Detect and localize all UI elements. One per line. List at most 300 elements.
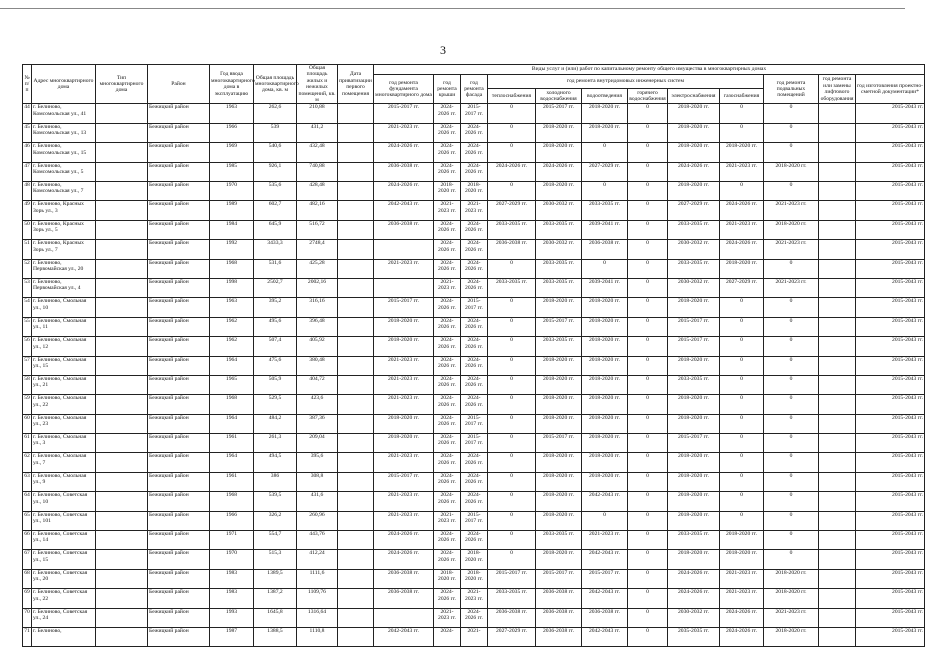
cell-living-area: 387,36 [297, 414, 338, 433]
cell-drainage: 0 [582, 259, 628, 278]
cell-hot-water: 0 [628, 550, 668, 569]
cell-year: 1965 [210, 375, 254, 394]
cell-year: 1964 [210, 356, 254, 375]
cell-cold-water: 2018-2020 гг. [536, 298, 582, 317]
cell-privatization [338, 395, 374, 414]
cell-type [96, 240, 148, 259]
cell-drainage: 2018-2020 гг. [582, 317, 628, 336]
cell-total-area: 535,6 [254, 182, 297, 201]
cell-gas: 0 [720, 337, 764, 356]
cell-foundation: 2024-2026 гг. [374, 143, 434, 162]
cell-basement: 0 [764, 531, 819, 550]
cell-foundation: 2018-2020 гг. [374, 434, 434, 453]
cell-hot-water: 0 [628, 414, 668, 433]
cell-cold-water: 2018-2020 гг. [536, 453, 582, 472]
cell-design-docs: 2015-2043 гг. [856, 356, 925, 375]
table-row [23, 569, 925, 588]
cell-basement: 2021-2023 гг. [764, 240, 819, 259]
cell-drainage: 2018-2020 гг. [582, 472, 628, 491]
cell-total-area: 494,5 [254, 453, 297, 472]
cell-heat: 0 [488, 375, 536, 394]
cell-year: 1970 [210, 182, 254, 201]
cell-type [96, 278, 148, 297]
header-living-area: Общая площадь жилых и нежилых помещений, кв. м [298, 65, 336, 104]
cell-electric: 2018-2020 гг. [668, 104, 720, 123]
repair-schedule-table [22, 64, 925, 647]
cell-year: 1963 [210, 104, 254, 123]
header-privatization: Дата приватизации первого помещения [338, 65, 374, 104]
cell-living-area: 396,48 [297, 317, 338, 336]
cell-roof: 2021-2023 гг. [434, 201, 461, 220]
cell-privatization [338, 259, 374, 278]
cell-num: 52 [23, 259, 32, 278]
cell-gas: 2027-2029 гг. [720, 278, 764, 297]
cell-hot-water: 0 [628, 492, 668, 511]
cell-foundation: 2021-2023 гг. [374, 492, 434, 511]
cell-type [96, 569, 148, 588]
cell-year: 1968 [210, 395, 254, 414]
cell-elevator [819, 569, 856, 588]
cell-type [96, 143, 148, 162]
cell-privatization [338, 472, 374, 491]
cell-heat: 0 [488, 317, 536, 336]
cell-electric: 2018-2020 гг. [668, 356, 720, 375]
cell-drainage: 0 [582, 511, 628, 530]
cell-electric: 2035-2035 гг. [668, 627, 720, 646]
cell-type [96, 201, 148, 220]
cell-type [96, 627, 148, 646]
cell-elevator [819, 317, 856, 336]
cell-cold-water: 2030-2032 гг. [536, 201, 582, 220]
cell-type [96, 550, 148, 569]
cell-foundation: 2036-2038 гг. [374, 589, 434, 608]
cell-district: Бежицкий район [148, 317, 210, 336]
cell-facade: 2024-2026 гг. [461, 240, 488, 259]
cell-roof: 2024-2026 гг. [434, 414, 461, 433]
cell-district: Бежицкий район [148, 550, 210, 569]
cell-design-docs: 2015-2043 гг. [856, 453, 925, 472]
cell-cold-water: 2036-2038 гг. [536, 608, 582, 627]
cell-electric: 2018-2020 гг. [668, 414, 720, 433]
cell-basement: 0 [764, 550, 819, 569]
cell-hot-water: 0 [628, 201, 668, 220]
cell-elevator [819, 434, 856, 453]
cell-design-docs: 2015-2043 гг. [856, 608, 925, 627]
cell-basement: 0 [764, 182, 819, 201]
cell-year: 1993 [210, 608, 254, 627]
cell-basement: 0 [764, 317, 819, 336]
cell-privatization [338, 201, 374, 220]
table-row [23, 414, 925, 433]
cell-heat: 0 [488, 492, 536, 511]
cell-cold-water: 2024-2026 гг. [536, 162, 582, 181]
cell-gas: 0 [720, 104, 764, 123]
cell-heat: 2036-2038 гг. [488, 240, 536, 259]
cell-elevator [819, 337, 856, 356]
cell-privatization [338, 434, 374, 453]
cell-type [96, 317, 148, 336]
cell-living-area: 428,48 [297, 182, 338, 201]
cell-gas: 0 [720, 375, 764, 394]
cell-roof: 2024-2026 гг. [434, 375, 461, 394]
cell-address: г. Белиново, Смольная ул., 9 [32, 472, 96, 491]
cell-hot-water: 0 [628, 356, 668, 375]
cell-address: г. Белиново, Смольная ул., 22 [32, 395, 96, 414]
cell-roof: 2021-2023 гг. [434, 278, 461, 297]
cell-roof: 2024-2026 гг. [434, 104, 461, 123]
cell-living-area: 482,16 [297, 201, 338, 220]
cell-cold-water: 2018-2020 гг. [536, 123, 582, 142]
cell-year: 1964 [210, 414, 254, 433]
cell-electric: 2024-2026 гг. [668, 589, 720, 608]
header-gas: газоснабжения [720, 88, 764, 103]
cell-basement: 0 [764, 337, 819, 356]
cell-year: 1987 [210, 627, 254, 646]
cell-type [96, 337, 148, 356]
cell-district: Бежицкий район [148, 278, 210, 297]
cell-electric: 2018-2020 гг. [668, 143, 720, 162]
cell-hot-water: 0 [628, 472, 668, 491]
cell-roof: 2024-2026 гг. [434, 395, 461, 414]
cell-drainage: 2039-2041 гг. [582, 220, 628, 239]
cell-living-area: 432,48 [297, 143, 338, 162]
cell-hot-water: 0 [628, 337, 668, 356]
cell-facade: 2024-2026 гг. [461, 375, 488, 394]
cell-drainage: 2036-2038 гг. [582, 240, 628, 259]
cell-district: Бежицкий район [148, 182, 210, 201]
cell-year: 1984 [210, 220, 254, 239]
cell-elevator [819, 492, 856, 511]
cell-electric: 2015-2017 гг. [668, 317, 720, 336]
cell-heat: 0 [488, 472, 536, 491]
cell-foundation: 2024-2026 гг. [374, 182, 434, 201]
cell-drainage: 2018-2020 гг. [582, 298, 628, 317]
cell-address: г. Белиново, Смольная ул., 23 [32, 414, 96, 433]
cell-foundation: 2021-2023 гг. [374, 375, 434, 394]
header-basement: год ремонта подвальных помещений [764, 75, 819, 104]
cell-living-area: 1110,8 [297, 627, 338, 646]
cell-drainage: 2018-2020 гг. [582, 434, 628, 453]
cell-drainage: 2027-2029 гг. [582, 162, 628, 181]
cell-design-docs: 2015-2043 гг. [856, 259, 925, 278]
cell-foundation: 2021-2023 гг. [374, 453, 434, 472]
cell-hot-water: 0 [628, 453, 668, 472]
cell-roof: 2024-2026 гг. [434, 337, 461, 356]
cell-district: Бежицкий район [148, 395, 210, 414]
table-row [23, 182, 925, 201]
cell-heat: 2033-2035 гг. [488, 278, 536, 297]
cell-cold-water: 2015-2017 гг. [536, 434, 582, 453]
cell-total-area: 1389,5 [254, 569, 297, 588]
cell-foundation: 2036-2038 гг. [374, 162, 434, 181]
header-address: Адрес многоквартирного дома [32, 65, 96, 104]
cell-num: 66 [23, 531, 32, 550]
cell-gas: 0 [720, 395, 764, 414]
cell-drainage: 2042-2043 гг. [582, 589, 628, 608]
cell-gas: 0 [720, 453, 764, 472]
cell-address: г. Белиново, [32, 627, 96, 646]
cell-year: 1963 [210, 298, 254, 317]
cell-gas: 2021-2023 гг. [720, 162, 764, 181]
table-row [23, 220, 925, 239]
cell-heat: 0 [488, 531, 536, 550]
cell-foundation [374, 278, 434, 297]
cell-living-area: 2748,4 [297, 240, 338, 259]
cell-total-area: 645,9 [254, 220, 297, 239]
cell-heat: 0 [488, 259, 536, 278]
cell-design-docs: 2015-2043 гг. [856, 143, 925, 162]
cell-gas: 2024-2026 гг. [720, 240, 764, 259]
cell-total-area: 515,3 [254, 550, 297, 569]
table-row [23, 472, 925, 491]
cell-design-docs: 2015-2043 гг. [856, 492, 925, 511]
cell-gas: 0 [720, 414, 764, 433]
cell-basement: 0 [764, 123, 819, 142]
cell-elevator [819, 453, 856, 472]
cell-basement: 2021-2023 гг. [764, 201, 819, 220]
cell-elevator [819, 531, 856, 550]
cell-gas: 0 [720, 298, 764, 317]
cell-elevator [819, 511, 856, 530]
cell-hot-water: 0 [628, 240, 668, 259]
cell-heat: 2024-2026 гг. [488, 162, 536, 181]
cell-elevator [819, 278, 856, 297]
cell-address: г. Белиново, Смольная ул., 21 [32, 375, 96, 394]
cell-foundation: 2021-2023 гг. [374, 511, 434, 530]
cell-heat: 0 [488, 298, 536, 317]
table-row [23, 278, 925, 297]
cell-hot-water: 0 [628, 434, 668, 453]
cell-type [96, 589, 148, 608]
cell-num: 46 [23, 143, 32, 162]
cell-foundation: 2015-2017 гг. [374, 298, 434, 317]
cell-hot-water: 0 [628, 627, 668, 646]
cell-hot-water: 0 [628, 608, 668, 627]
cell-foundation [374, 240, 434, 259]
cell-privatization [338, 143, 374, 162]
cell-heat: 2033-2035 гг. [488, 589, 536, 608]
header-foundation: год ремонта фундамента многоквартирного дома [374, 75, 434, 104]
cell-type [96, 531, 148, 550]
cell-heat: 0 [488, 395, 536, 414]
cell-basement: 2018-2020 гг. [764, 162, 819, 181]
header-district: Район [148, 65, 210, 104]
cell-address: г. Белиново, Смольная ул., 12 [32, 337, 96, 356]
cell-num: 69 [23, 589, 32, 608]
cell-address: г. Белиново, Советская ул., 15 [32, 550, 96, 569]
cell-hot-water: 0 [628, 123, 668, 142]
page-number: 3 [440, 43, 446, 57]
cell-total-area: 539 [254, 123, 297, 142]
cell-foundation: 2024-2026 гг. [374, 531, 434, 550]
cell-year: 1961 [210, 434, 254, 453]
cell-num: 63 [23, 472, 32, 491]
cell-facade: 2015-2017 гг. [461, 414, 488, 433]
cell-district: Бежицкий район [148, 434, 210, 453]
cell-living-area: 412,24 [297, 550, 338, 569]
cell-facade: 2024-2026 гг. [461, 492, 488, 511]
cell-electric: 2030-2032 гг. [668, 240, 720, 259]
cell-gas: 2018-2020 гг. [720, 143, 764, 162]
table-row [23, 550, 925, 569]
cell-address: г. Белиново, Советская ул., 14 [32, 531, 96, 550]
cell-heat: 0 [488, 414, 536, 433]
cell-address: г. Белиново, Смольная ул., 7 [32, 453, 96, 472]
cell-gas: 0 [720, 472, 764, 491]
cell-facade: 2024-2026 гг. [461, 317, 488, 336]
cell-address: г. Белиново, Красных Зорь ул., 3 [32, 201, 96, 220]
cell-district: Бежицкий район [148, 104, 210, 123]
cell-electric: 2018-2020 гг. [668, 511, 720, 530]
cell-total-area: 1387,2 [254, 589, 297, 608]
cell-heat: 0 [488, 104, 536, 123]
cell-year: 1966 [210, 511, 254, 530]
cell-basement: 0 [764, 414, 819, 433]
cell-gas: 2021-2023 гг. [720, 569, 764, 588]
cell-hot-water: 0 [628, 182, 668, 201]
cell-district: Бежицкий район [148, 143, 210, 162]
cell-hot-water: 0 [628, 259, 668, 278]
cell-total-area: 3433,3 [254, 240, 297, 259]
cell-heat: 0 [488, 123, 536, 142]
cell-foundation: 2021-2023 гг. [374, 395, 434, 414]
cell-privatization [338, 298, 374, 317]
cell-heat: 2027-2029 гг. [488, 201, 536, 220]
cell-living-area: 1111,6 [297, 569, 338, 588]
table-row [23, 492, 925, 511]
cell-gas: 2021-2023 гг. [720, 220, 764, 239]
cell-privatization [338, 608, 374, 627]
cell-district: Бежицкий район [148, 627, 210, 646]
cell-facade: 2021-2023 гг. [461, 589, 488, 608]
cell-foundation: 2042-2043 гг. [374, 201, 434, 220]
cell-privatization [338, 182, 374, 201]
cell-num: 56 [23, 337, 32, 356]
cell-roof: 2024-2026 гг. [434, 298, 461, 317]
cell-address: г. Белиново, Комсомольская ул., 15 [32, 143, 96, 162]
cell-num: 55 [23, 317, 32, 336]
cell-district: Бежицкий район [148, 453, 210, 472]
cell-year: 1992 [210, 240, 254, 259]
cell-living-area: 405,92 [297, 337, 338, 356]
cell-gas: 0 [720, 123, 764, 142]
cell-basement: 0 [764, 492, 819, 511]
cell-district: Бежицкий район [148, 356, 210, 375]
cell-electric: 2015-2017 гг. [668, 337, 720, 356]
cell-type [96, 453, 148, 472]
cell-total-area: 262,6 [254, 104, 297, 123]
cell-living-area: 308,8 [297, 472, 338, 491]
cell-privatization [338, 375, 374, 394]
cell-cold-water: 2033-2035 гг. [536, 278, 582, 297]
cell-year: 1968 [210, 259, 254, 278]
cell-num: 53 [23, 278, 32, 297]
cell-foundation: 2018-2020 гг. [374, 317, 434, 336]
cell-design-docs: 2015-2043 гг. [856, 278, 925, 297]
cell-cold-water: 2018-2020 гг. [536, 143, 582, 162]
cell-basement: 0 [764, 453, 819, 472]
cell-design-docs: 2015-2043 гг. [856, 531, 925, 550]
table-row [23, 356, 925, 375]
header-electric: электроснабжения [668, 88, 720, 103]
cell-design-docs: 2015-2043 гг. [856, 434, 925, 453]
cell-living-area: 1109,76 [297, 589, 338, 608]
cell-type [96, 356, 148, 375]
cell-district: Бежицкий район [148, 201, 210, 220]
cell-district: Бежицкий район [148, 531, 210, 550]
cell-address: г. Белиново, Советская ул., 22 [32, 589, 96, 608]
cell-living-area: 209,04 [297, 434, 338, 453]
cell-elevator [819, 298, 856, 317]
cell-num: 51 [23, 240, 32, 259]
cell-cold-water: 2033-2035 гг. [536, 259, 582, 278]
cell-drainage: 2018-2020 гг. [582, 395, 628, 414]
cell-heat: 0 [488, 453, 536, 472]
cell-electric: 2018-2020 гг. [668, 123, 720, 142]
cell-elevator [819, 472, 856, 491]
cell-roof: 2024- [434, 627, 461, 646]
header-type: Тип многоквартирного дома [96, 65, 148, 104]
cell-privatization [338, 569, 374, 588]
cell-elevator [819, 259, 856, 278]
cell-elevator [819, 123, 856, 142]
cell-privatization [338, 511, 374, 530]
cell-privatization [338, 317, 374, 336]
cell-cold-water: 2033-2035 гг. [536, 337, 582, 356]
cell-num: 49 [23, 201, 32, 220]
cell-address: г. Белиново, Смольная ул., 11 [32, 317, 96, 336]
table-row [23, 259, 925, 278]
cell-elevator [819, 589, 856, 608]
cell-drainage: 2018-2020 гг. [582, 414, 628, 433]
cell-drainage: 2036-2038 гг. [582, 608, 628, 627]
cell-design-docs: 2015-2043 гг. [856, 240, 925, 259]
cell-heat: 0 [488, 511, 536, 530]
cell-district: Бежицкий район [148, 569, 210, 588]
cell-privatization [338, 337, 374, 356]
cell-district: Бежицкий район [148, 511, 210, 530]
cell-design-docs: 2015-2043 гг. [856, 472, 925, 491]
cell-district: Бежицкий район [148, 608, 210, 627]
cell-privatization [338, 414, 374, 433]
cell-type [96, 298, 148, 317]
cell-drainage: 2021-2023 гг. [582, 531, 628, 550]
cell-gas: 0 [720, 317, 764, 336]
cell-basement: 0 [764, 395, 819, 414]
cell-roof: 2024-2026 гг. [434, 356, 461, 375]
cell-facade: 2021-2023 гг. [461, 201, 488, 220]
cell-address: г. Белиново, Комсомольская ул., 5 [32, 162, 96, 181]
cell-living-area: 2002,16 [297, 278, 338, 297]
cell-privatization [338, 627, 374, 646]
cell-num: 47 [23, 162, 32, 181]
cell-year: 1969 [210, 143, 254, 162]
cell-design-docs: 2015-2043 гг. [856, 123, 925, 142]
cell-elevator [819, 220, 856, 239]
cell-electric: 2018-2020 гг. [668, 453, 720, 472]
cell-foundation: 2024-2026 гг. [374, 550, 434, 569]
cell-num: 57 [23, 356, 32, 375]
cell-facade: 2024-2026 гг. [461, 259, 488, 278]
cell-drainage: 0 [582, 182, 628, 201]
cell-elevator [819, 162, 856, 181]
cell-year: 1970 [210, 550, 254, 569]
cell-type [96, 395, 148, 414]
cell-drainage: 2018-2020 гг. [582, 337, 628, 356]
cell-facade: 2024-2026 гг. [461, 337, 488, 356]
table-row [23, 395, 925, 414]
cell-gas: 2018-2020 гг. [720, 550, 764, 569]
